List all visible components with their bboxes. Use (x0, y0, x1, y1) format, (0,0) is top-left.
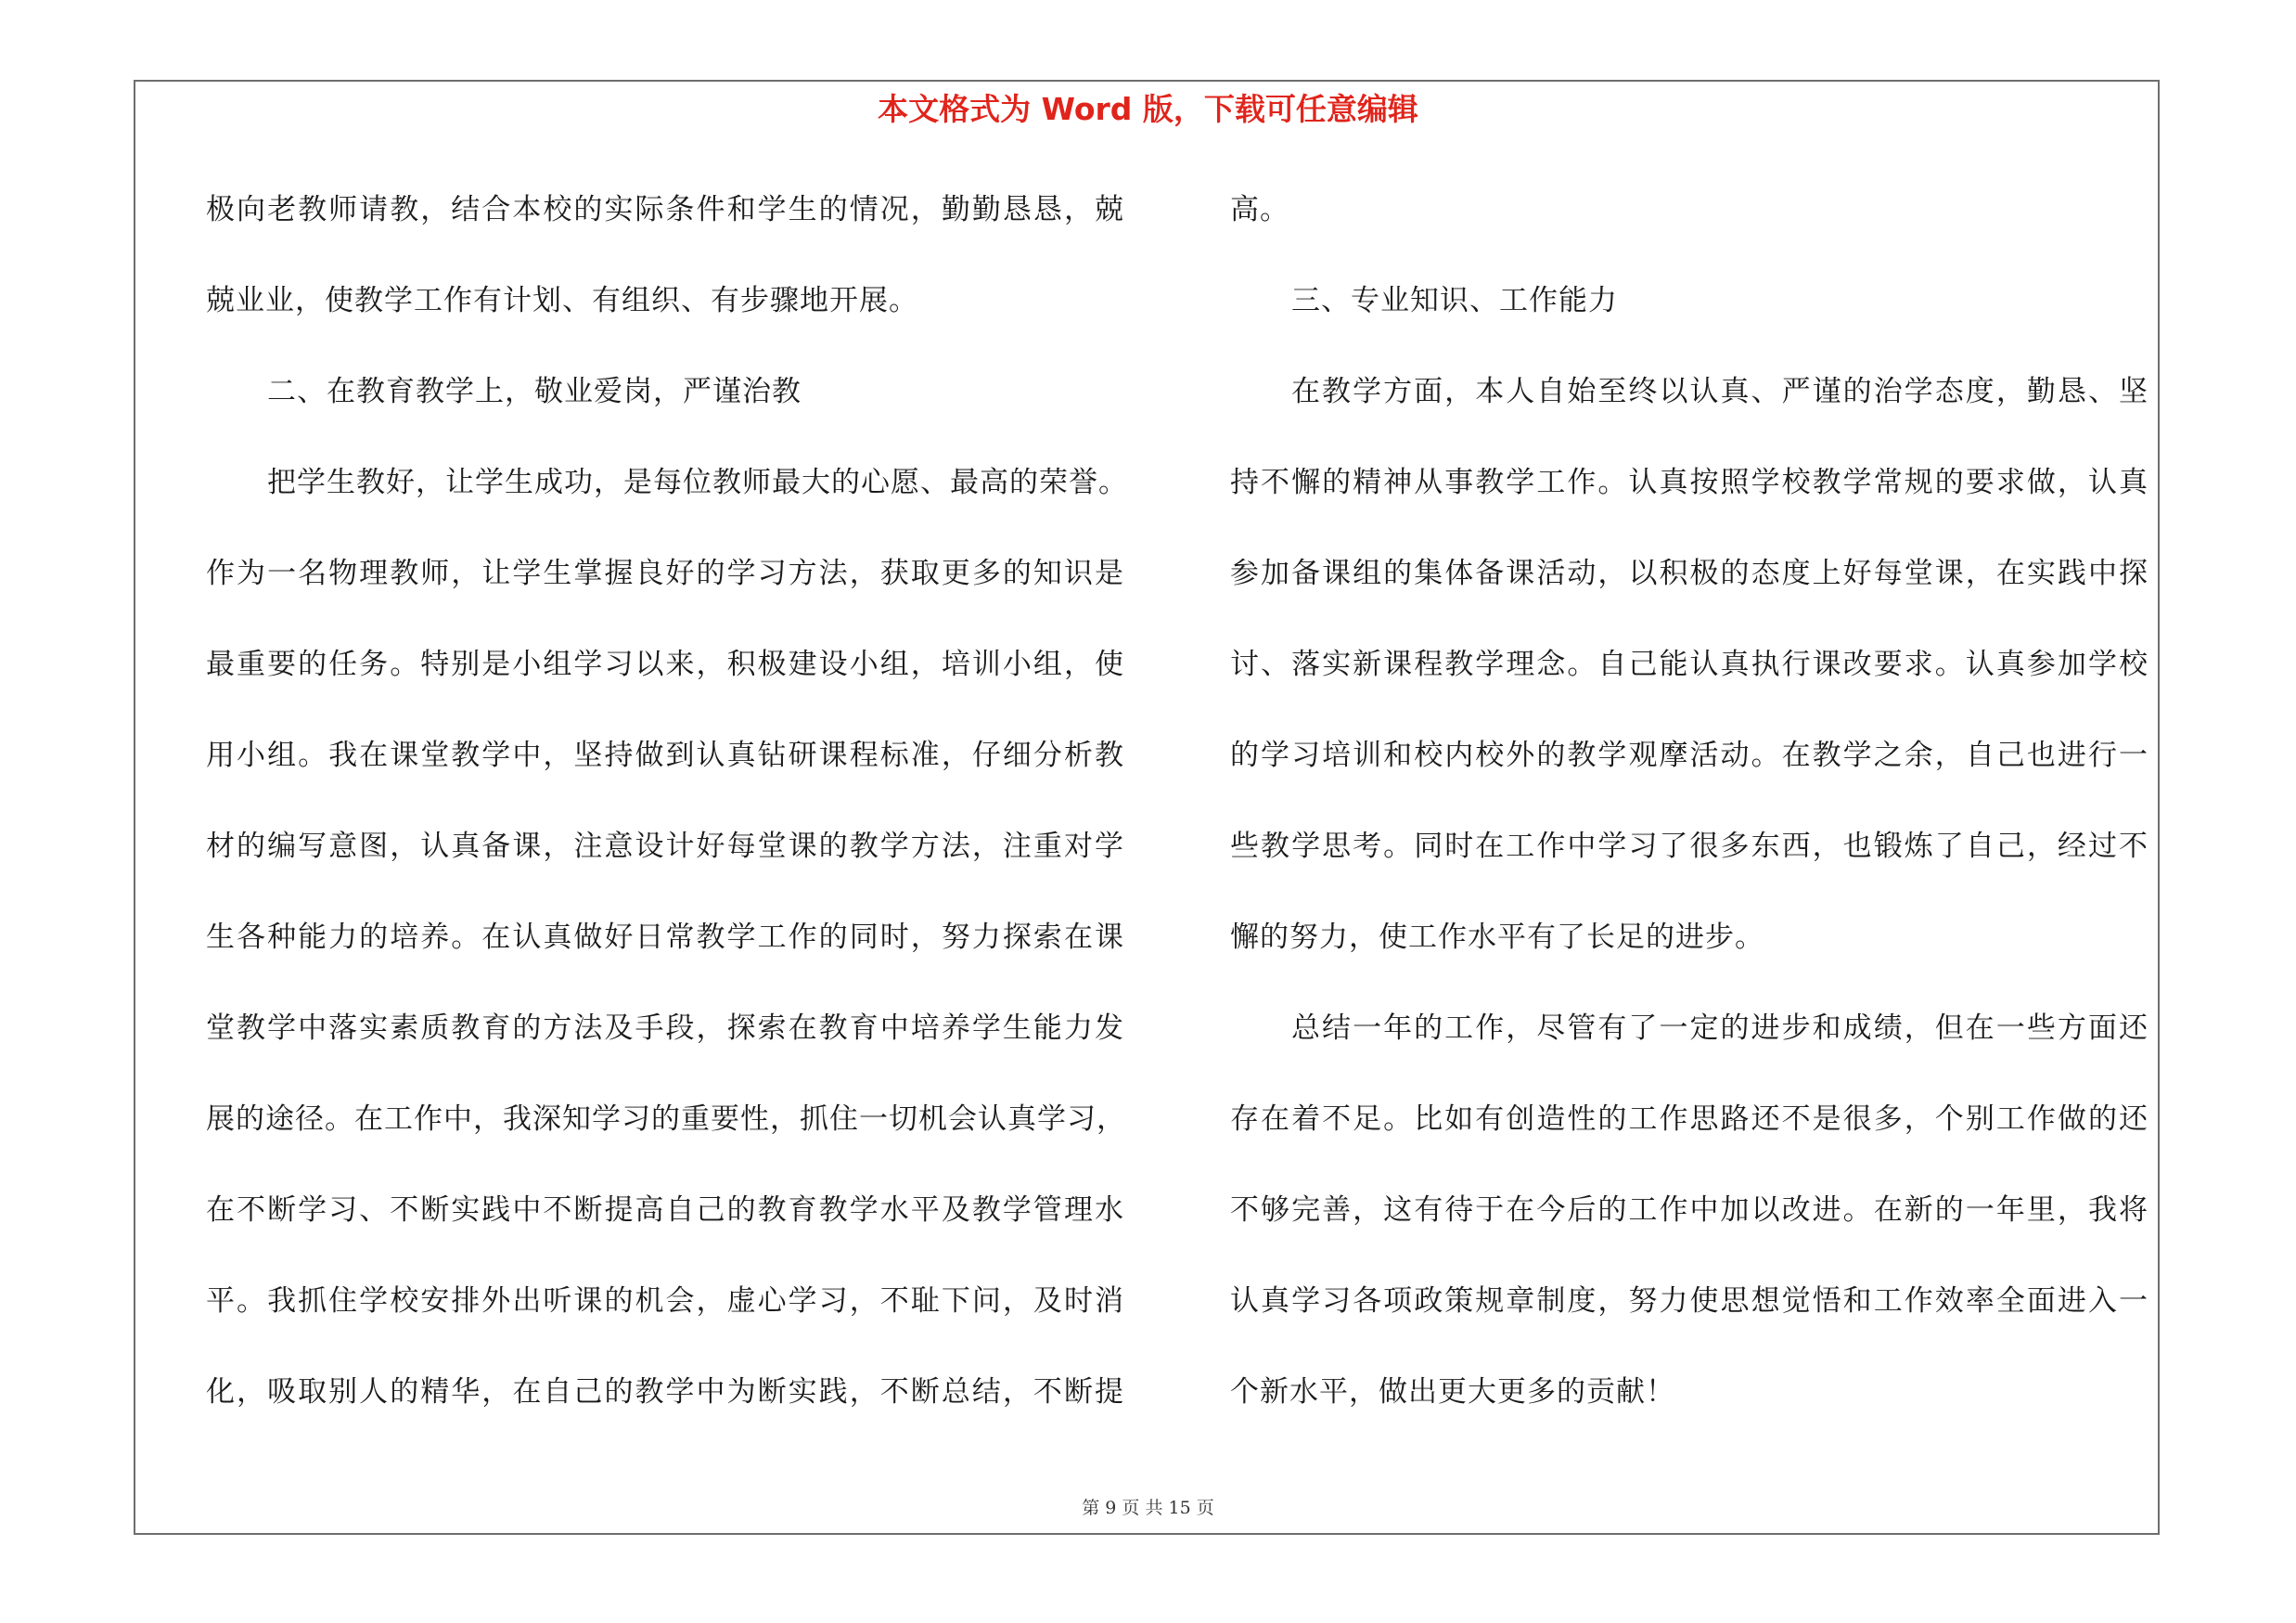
paragraph-line: 存在着不足。比如有创造性的工作思路还不是很多，个别工作做的还 (1230, 1102, 2148, 1136)
paragraph-line: 展的途径。在工作中，我深知学习的重要性，抓住一切机会认真学习， (206, 1102, 1126, 1136)
paragraph-line: 材的编写意图，认真备课，注意设计好每堂课的教学方法，注重对学 (206, 830, 1124, 863)
paragraph-line: 高。 (1230, 193, 1289, 226)
paragraph-line: 参加备课组的集体备课活动，以积极的态度上好每堂课，在实践中探 (1230, 557, 2148, 590)
paragraph-line: 不够完善，这有待于在今后的工作中加以改进。在新的一年里，我将 (1230, 1193, 2148, 1227)
paragraph-line: 极向老教师请教，结合本校的实际条件和学生的情况，勤勤恳恳，兢 (206, 193, 1124, 226)
paragraph-line: 总结一年的工作，尽管有了一定的进步和成绩，但在一些方面还 (1291, 1011, 2148, 1045)
section-heading: 二、在教育教学上，敬业爱岗，严谨治教 (267, 375, 802, 408)
paragraph-line: 懈的努力，使工作水平有了长足的进步。 (1230, 921, 1764, 954)
section-heading: 三、专业知识、工作能力 (1291, 284, 1618, 317)
paragraph-line: 的学习培训和校内校外的教学观摩活动。在教学之余，自己也进行一 (1230, 739, 2148, 772)
paragraph-line: 持不懈的精神从事教学工作。认真按照学校教学常规的要求做，认真 (1230, 466, 2148, 499)
paragraph-line: 在教学方面，本人自始至终以认真、严谨的治学态度，勤恳、坚 (1291, 375, 2148, 408)
paragraph-line: 生各种能力的培养。在认真做好日常教学工作的同时，努力探索在课 (206, 921, 1124, 954)
paragraph-line: 兢业业，使教学工作有计划、有组织、有步骤地开展。 (206, 284, 918, 317)
paragraph-line: 作为一名物理教师，让学生掌握良好的学习方法，获取更多的知识是 (206, 557, 1124, 590)
paragraph-line: 在不断学习、不断实践中不断提高自己的教育教学水平及教学管理水 (206, 1193, 1124, 1227)
paragraph-line: 认真学习各项政策规章制度，努力使思想觉悟和工作效率全面进入一 (1230, 1284, 2148, 1318)
paragraph-line: 化，吸取别人的精华，在自己的教学中为断实践，不断总结，不断提 (206, 1375, 1124, 1409)
paragraph-line: 讨、落实新课程教学理念。自己能认真执行课改要求。认真参加学校 (1230, 648, 2148, 681)
paragraph-line: 个新水平，做出更大更多的贡献！ (1230, 1375, 1675, 1409)
paragraph-line: 用小组。我在课堂教学中，坚持做到认真钻研课程标准，仔细分析教 (206, 739, 1124, 772)
page-number-footer: 第 9 页 共 15 页 (1082, 1498, 1214, 1518)
word-format-banner: 本文格式为 Word 版，下载可任意编辑 (878, 91, 1418, 127)
paragraph-line: 把学生教好，让学生成功，是每位教师最大的心愿、最高的荣誉。 (267, 466, 1128, 499)
paragraph-line: 些教学思考。同时在工作中学习了很多东西，也锻炼了自己，经过不 (1230, 830, 2148, 863)
paragraph-line: 平。我抓住学校安排外出听课的机会，虚心学习，不耻下问，及时消 (206, 1284, 1124, 1318)
paragraph-line: 最重要的任务。特别是小组学习以来，积极建设小组，培训小组，使 (206, 648, 1124, 681)
paragraph-line: 堂教学中落实素质教育的方法及手段，探索在教育中培养学生能力发 (206, 1011, 1124, 1045)
